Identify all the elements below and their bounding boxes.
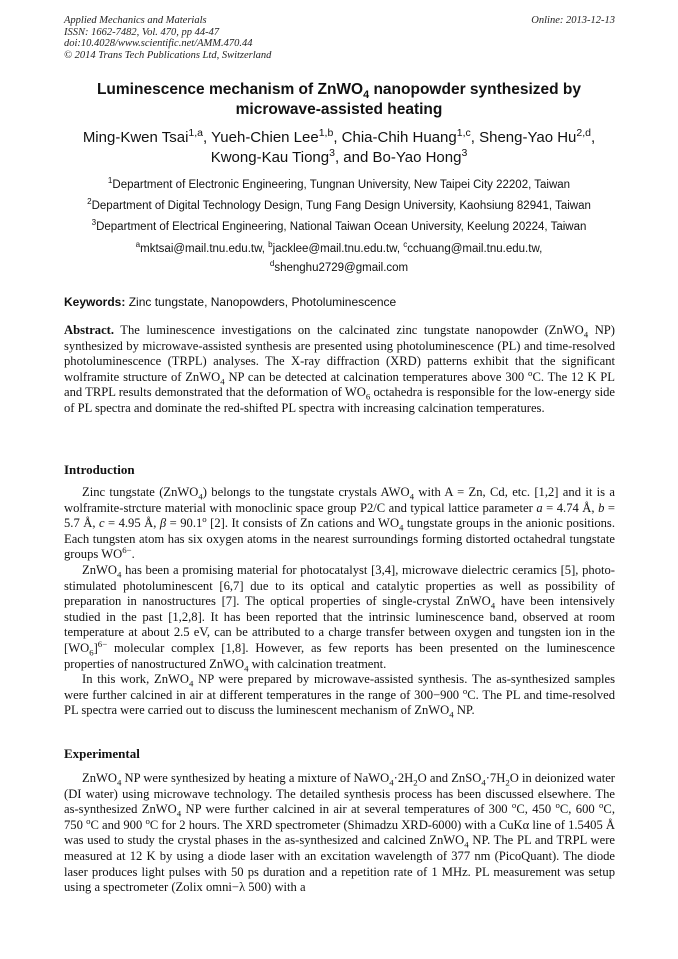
email: $^c$cchuang@mail.tnu.edu.tw, [403, 240, 543, 255]
email: $^a$mktsai@mail.tnu.edu.tw, [135, 240, 269, 255]
paragraph: ZnWO$_4$ has been a promising material for photocatalyst [3,4], microwave dielectric ceramics [5], photo-stimulated photoluminescent [6,7] due to its optical and catalytic properties as well as possibility of preparation in nanostructures [7]. The optical properties of single-crystal ZnWO$_4$ have been intensively studied in the past [1,2,8]. It has been reported that the intrinsic luminescence band, observed at room temperature at about 2.5 eV, can be attributed to a charge transfer between oxygen and tungsten ion in the $[WO_6]^{6-}$ molecular complex [1,8]. However, as few reports has been presented on the luminescence properties of nanostructured ZnWO$_4$ with calcination treatment. [64, 562, 615, 674]
experimental-body [64, 771, 615, 896]
keywords: Keywords: Zinc tungstate, Nanopowders, Photoluminescence [64, 295, 397, 309]
copyright-line: © 2014 Trans Tech Publications Ltd, Switzerland [64, 49, 272, 61]
abstract: Abstract. The luminescence investigations on the calcinated zinc tungstate nanopowder (ZnWO$_4$ NP) synthesized by microwave-assisted synthesis are presented using photoluminescence (PL) and time-resolved photoluminescence (TRPL) analyses. The X-ray diffraction (XRD) patterns exhibit that the significant wolframite structure of ZnWO$_4$ NP can be detected at calcination temperatures above 300 $^o$C. The 12 K PL and TRPL results demonstrated that the deformation of $WO_6$ octahedra is responsible for the low-energy side of PL spectra and dominate the red-shifted PL spectra with increasing calcination temperatures. [64, 323, 615, 415]
author: Kwong-Kau Tiong$^3$, and [210, 147, 373, 166]
journal-name: Applied Mechanics and Materials [64, 15, 207, 26]
affiliation: $^2$Department of Digital Technology Design, Tung Fang Design University, Kaohsiung 82941, Taiwan [87, 197, 591, 212]
affiliation-list [40, 175, 638, 238]
paragraph: In this work, ZnWO$_4$ NP were prepared by microwave-assisted synthesis. The as-synthesized samples were further calcined in air at different temperatures in the range of 300−900 $^o$C. The PL and time-resolved PL spectra were carried out to discuss the luminescent mechanism of ZnWO$_4$ NP. [64, 672, 615, 720]
paragraph: ZnWO$_4$ NP were synthesized by heating a mixture of $NaWO_4\cdot 2H_2O$ and $ZnSO_4\cdot 7H_2O$ in deionized water (DI water) using microwave technology. The detailed synthesis process has been discussed elsewhere. The as-synthesized ZnWO$_4$ NP were further calcined in air at several temperatures of 300 $^o$C, 450 $^o$C, 600 $^o$C, 750 $^o$C and 900 $^o$C for 2 hours. The XRD spectrometer (Shimadzu XRD-6000) with a CuKα line of 1.5405 Å was used to study the crystal phases in the as-synthesized and calcined ZnWO$_4$ NP. The PL and TRPL were measured at 12 K by using a diode laser with an excitation wavelength of 377 nm (PicoQuant). The diode laser produces light pulses with 50 ps duration and a repetition rate of 1 MHz. PL measurement was setup using a spectrometer (Zolix omni−λ 500) with a [64, 771, 615, 895]
author: Sheng-Yao Hu$^{2,d}$, [479, 127, 596, 146]
author: Bo-Yao Hong$^3$ [372, 147, 468, 166]
author: Yueh-Chien Lee$^{1,b}$, [211, 127, 342, 146]
paper-title: Luminescence mechanism of ZnWO$_4$ nanopowder synthesized by microwave-assisted heating [96, 81, 582, 118]
author-list [40, 128, 638, 168]
introduction-body [64, 485, 615, 719]
issn-line: ISSN: 1662-7482, Vol. 470, pp 44-47 [64, 26, 220, 38]
affiliation: $^3$Department of Electrical Engineering, National Taiwan Ocean University, Keelung 20224, Taiwan [91, 218, 587, 233]
doi-line: doi:10.4028/www.scientific.net/AMM.470.44 [64, 38, 253, 49]
email: $^d$shenghu2729@gmail.com [269, 259, 409, 274]
author: Ming-Kwen Tsai$^{1,a}$, [82, 127, 212, 146]
section-heading-experimental: Experimental [64, 746, 140, 761]
section-heading-introduction: Introduction [64, 462, 135, 477]
email-list [40, 240, 638, 278]
online-date: Online: 2013-12-13 [531, 15, 615, 26]
paragraph: Zinc tungstate (ZnWO$_4$) belongs to the tungstate crystals $AWO_4$ with A = Zn, Cd, etc. [1,2] and it is a wolframite-strcture material with monoclinic space group P2/C and typical lattice parameter a = 4.74 Å, b = 5.7 Å, c = 4.95 Å, $\beta = 90.1^o$ [2]. It consists of Zn cations and $WO_4$ tungstate groups in the anionic positions. Each tungsten atom has six oxygen atoms in the nearest surroundings forming distorted octahedral tungstate groups $WO^{6-}$. [64, 485, 615, 562]
journal-header [64, 15, 615, 61]
email: $^b$jacklee@mail.tnu.edu.tw, [268, 240, 404, 255]
affiliation: $^1$Department of Electronic Engineering, Tungnan University, New Taipei City 22202, Taiwan [107, 176, 571, 191]
author: Chia-Chih Huang$^{1,c}$, [341, 127, 480, 146]
